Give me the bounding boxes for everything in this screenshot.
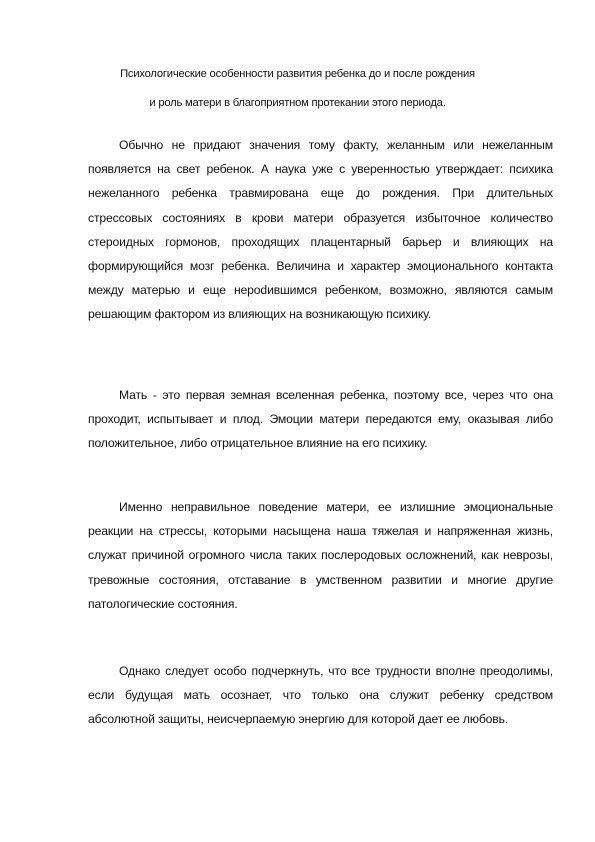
paragraph-2-container (88, 383, 553, 456)
paragraph-3-container (88, 495, 553, 616)
paragraph-4-container (88, 659, 553, 732)
paragraph-1-container (88, 133, 553, 327)
document-title-line-1: Психологические особенности развития ребенка до и после рождения (120, 68, 475, 80)
paragraph-4: Однако следует особо подчеркнуть, что все трудности вполне преодолимы, если будущая мать осознает, что только она служит ребенку средством абсолютной защиты, неисчерпаемую энергию для которой дает ее любовь. (88, 664, 553, 727)
paragraph-2: Мать - это первая земная вселенная ребенка, поэтому все, через что она проходит, испытывает и плод. Эмоции матери передаются ему, оказывая либо положительное, либо отрицательное влияние на его психику. (88, 388, 553, 451)
document-title-line-2: и роль матери в благоприятном протекании этого периода. (149, 97, 446, 109)
paragraph-1: Обычно не придают значения тому факту, желанным или нежеланным появляется на свет ребенок. А наука уже с уверенностью утверждает: психика нежеланного ребенка травмирована еще до рождения. При длительных стрессовых состояниях в крови матери образуется избыточное количество стероидных гормонов, проходящих плацентарный барьер и влияющих на формирующийся мозг ребенка. Величина и характер эмоционального контакта между матерью и еще нерodившимся ребенком, возможно, являются самым решающим фактором из влияющих на возникающую психику. (88, 138, 553, 322)
paragraph-3: Именно неправильное поведение матери, ее излишние эмоциональные реакции на стрессы, которыми насыщена наша тяжелая и напряженная жизнь, служат причиной огромного числа таких послеродовых осложнений, как неврозы, тревожные состояния, отставание в умственном развитии и многие другие патологические состояния. (88, 500, 553, 611)
